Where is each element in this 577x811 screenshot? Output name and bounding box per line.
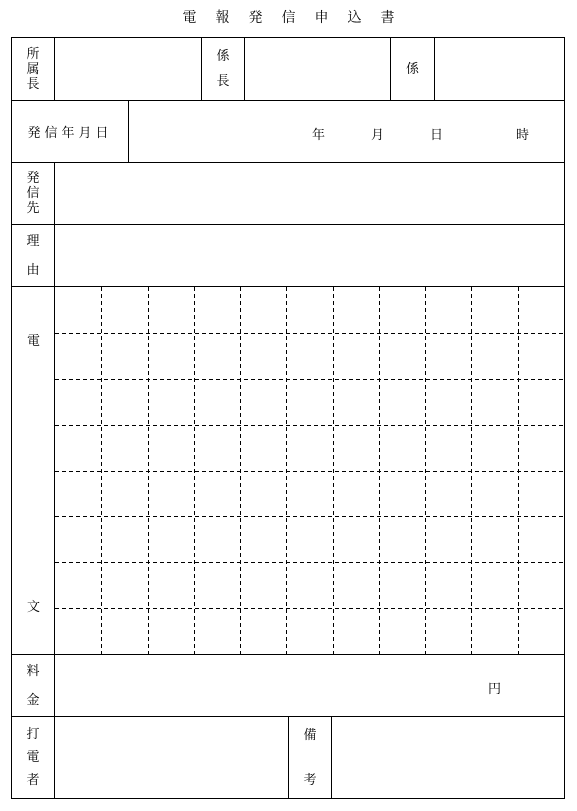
remarks-label <box>289 717 332 798</box>
label-char: 長 <box>26 76 40 92</box>
day-unit: 日 <box>430 128 444 143</box>
title-char: 電 <box>182 10 197 26</box>
label-char: 者 <box>26 773 40 788</box>
send-date-field[interactable] <box>129 101 564 162</box>
form-title <box>0 7 577 27</box>
message-grid[interactable] <box>55 287 564 654</box>
label-char: 理 <box>26 233 40 249</box>
label-char: 電 <box>26 750 40 765</box>
staff-label <box>391 38 435 100</box>
approval-row <box>12 38 564 101</box>
message-row <box>12 287 564 655</box>
destination-label <box>12 163 55 224</box>
title-char: 申 <box>314 10 329 26</box>
label-char: 打 <box>26 727 40 742</box>
hour-unit: 時 <box>516 128 530 143</box>
label-char: 備 <box>303 727 317 743</box>
reason-label <box>12 225 55 286</box>
remarks-field[interactable] <box>332 717 564 798</box>
title-char: 書 <box>380 10 395 26</box>
fee-row <box>12 655 564 717</box>
destination-row <box>12 163 564 225</box>
label-char: 係 <box>216 49 230 64</box>
operator-field[interactable] <box>55 717 289 798</box>
year-unit: 年 <box>312 128 326 143</box>
datetime-row <box>12 101 564 163</box>
label-char: 先 <box>26 201 40 216</box>
send-date-label: 発信年月日 <box>12 101 129 162</box>
fee-field[interactable] <box>55 655 564 716</box>
reason-field[interactable] <box>55 225 564 286</box>
title-char: 報 <box>215 10 230 26</box>
label-char: 考 <box>303 772 317 788</box>
message-label-top: 電 <box>27 334 41 349</box>
reason-row <box>12 225 564 287</box>
label-char: 由 <box>26 262 40 278</box>
message-grid-lines <box>55 287 564 654</box>
title-char: 発 <box>248 10 263 26</box>
label-char: 長 <box>216 74 230 89</box>
month-unit: 月 <box>371 128 385 143</box>
director-seal-box[interactable] <box>55 38 202 100</box>
telegram-form <box>11 37 565 799</box>
label-char: 係 <box>405 61 419 77</box>
label-char: 所 <box>26 46 40 62</box>
message-label-bottom: 文 <box>27 600 41 615</box>
message-label <box>12 287 55 654</box>
operator-label <box>12 717 55 798</box>
fee-label <box>12 655 55 716</box>
yen-unit: 円 <box>488 682 502 697</box>
operator-row <box>12 717 564 798</box>
chief-seal-box[interactable] <box>245 38 391 100</box>
title-char: 込 <box>347 10 362 26</box>
label-char: 料 <box>26 663 40 679</box>
label-char: 属 <box>26 61 40 77</box>
staff-seal-box[interactable] <box>435 38 564 100</box>
destination-field[interactable] <box>55 163 564 224</box>
chief-label <box>202 38 245 100</box>
director-label <box>12 38 55 100</box>
label-char: 信 <box>26 186 40 201</box>
label-char: 発 <box>26 171 40 186</box>
label-char: 金 <box>26 692 40 708</box>
title-char: 信 <box>281 10 296 26</box>
